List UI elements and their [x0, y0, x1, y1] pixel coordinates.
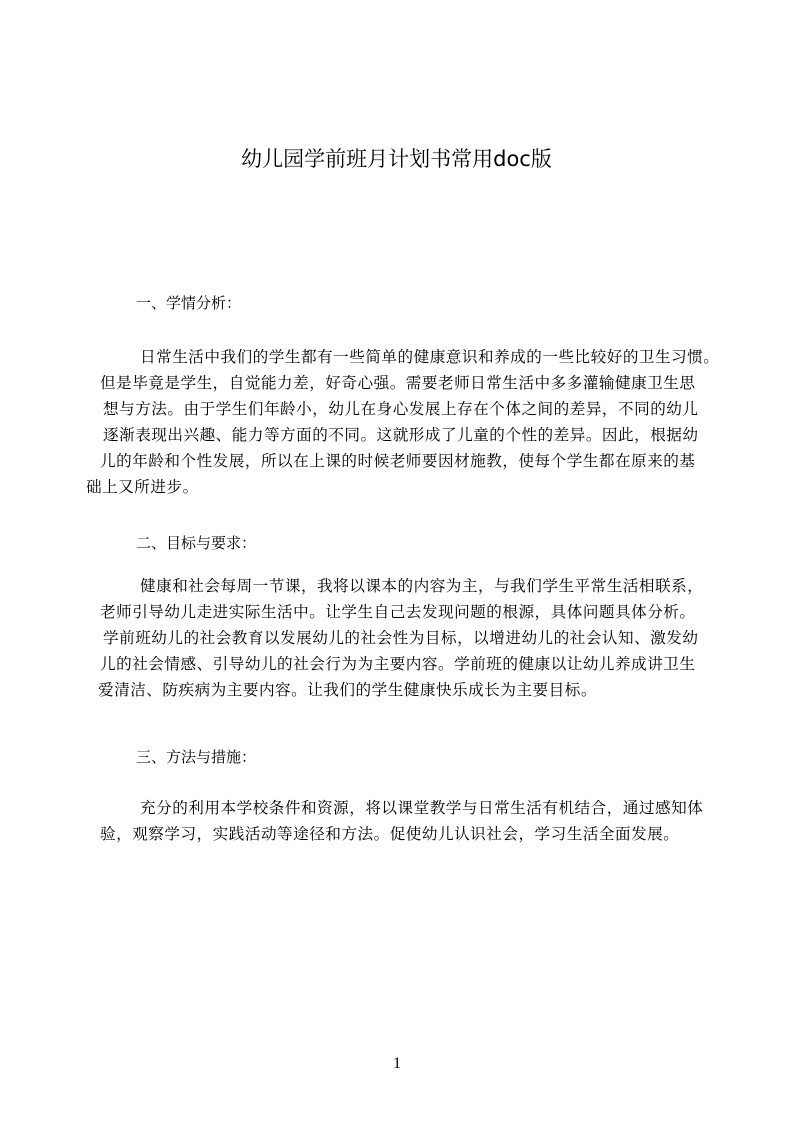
text-line: 老师引导幼儿走进实际生活中。让学生自己去发现问题的根源，具体问题具体分析。: [100, 603, 696, 621]
text-line: 础上又所进步。: [86, 478, 199, 496]
section-heading: 一、学情分析：: [136, 294, 242, 312]
text-line: 健康和社会每周一节课，我将以课本的内容为主，与我们学生平常生活相联系，: [140, 577, 704, 595]
text-line: 充分的利用本学校条件和资源，将以课堂教学与日常生活有机结合，通过感知体: [140, 799, 704, 817]
section-heading: 三、方法与措施：: [136, 748, 257, 766]
document-title: 幼儿园学前班月计划书常用doc版: [241, 147, 552, 171]
text-line: 但是毕竟是学生，自觉能力差，好奇心强。需要老师日常生活中多多灌输健康卫生思: [100, 374, 696, 392]
text-line: 爱清洁、防疾病为主要内容。让我们的学生健康快乐成长为主要目标。: [98, 681, 597, 699]
text-line: 想与方法。由于学生们年龄小，幼儿在身心发展上存在个体之间的差异，不同的幼儿: [103, 400, 699, 418]
text-line: 逐渐表现出兴趣、能力等方面的不同。这就形成了儿童的个性的差异。因此，根据幼: [103, 426, 699, 444]
page-number: 1: [393, 1055, 401, 1072]
text-line: 日常生活中我们的学生都有一些简单的健康意识和养成的一些比较好的卫生习惯。: [140, 348, 720, 366]
text-line: 学前班幼儿的社会教育以发展幼儿的社会性为目标，以增进幼儿的社会认知、激发幼: [103, 629, 699, 647]
text-line: 儿的年龄和个性发展，所以在上课的时候老师要因材施教，使每个学生都在原来的基: [100, 452, 696, 470]
text-line: 验，观察学习，实践活动等途径和方法。促使幼儿认识社会，学习生活全面发展。: [100, 825, 680, 843]
section-heading: 二、目标与要求：: [136, 534, 257, 552]
text-line: 儿的社会情感、引导幼儿的社会行为为主要内容。学前班的健康以让幼儿养成讲卫生: [100, 655, 696, 673]
